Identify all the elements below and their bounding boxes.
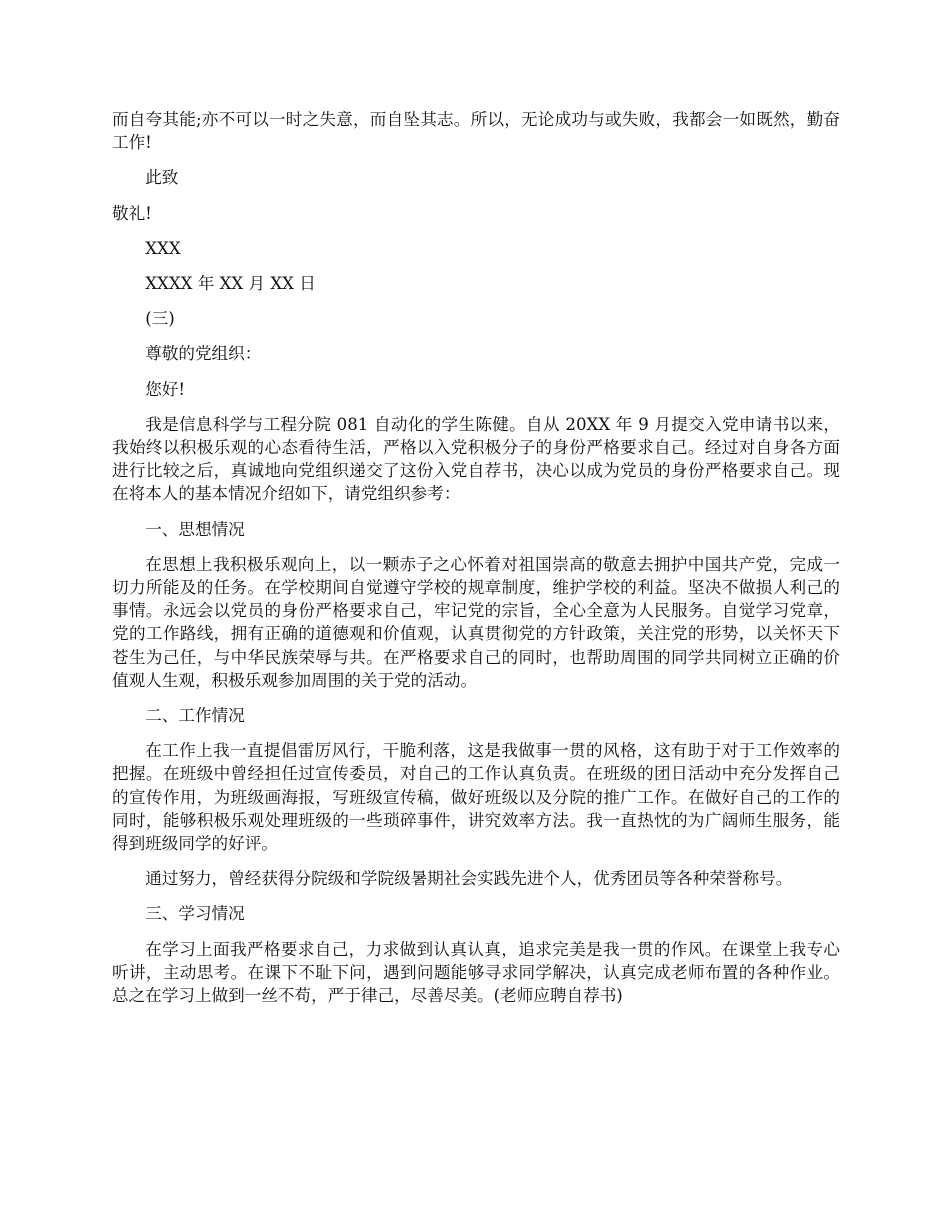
heading-thought: 一、思想情况 (145, 519, 245, 539)
signature-name: XXX (145, 238, 181, 258)
signature-date: XXXX 年 XX 月 XX 日 (145, 274, 316, 294)
closing-cizhi: 此致 (145, 168, 179, 188)
paragraph-intro: 我是信息科学与工程分院 081 自动化的学生陈健。自从 20XX 年 9 月提交入党申请书以来，我始终以积极乐观的心态看待生活，严格以入党积极分子的身份严格要求自己。经过对自身各方面进行比较之后，真诚地向党组织递交了这份入党自荐书，决心以成为党员的身份严格要求自己。现在将本人的基本情况介绍如下，请党组织参考： (112, 414, 840, 504)
salutation: 尊敬的党组织： (145, 344, 262, 364)
paragraph-work: 在工作上我一直提倡雷厉风行，干脆利落，这是我做事一贯的风格，这有助于对于工作效率的把握。在班级中曾经担任过宣传委员，对自己的工作认真负责。在班级的团日活动中充分发挥自己的宣传作用，为班级画海报，写班级宣传稿，做好班级以及分院的推广工作。在做好自己的工作的同时，能够积极乐观处理班级的一些琐碎事件，讲究效率方法。我一直热忱的为广阔师生服务，能得到班级同学的好评。 (112, 741, 840, 854)
paragraph-honor: 通过努力，曾经获得分院级和学院级暑期社会实践先进个人，优秀团员等各种荣誉称号。 (145, 869, 793, 889)
section-number-3: (三) (145, 309, 175, 329)
greeting: 您好! (145, 379, 186, 399)
heading-study: 三、学习情况 (145, 904, 245, 924)
paragraph-continuation: 而自夸其能;亦不可以一时之失意，而自坠其志。所以，无论成功与或失败，我都会一如既然，勤奋工作! (112, 110, 840, 153)
closing-jingli: 敬礼! (112, 203, 152, 223)
paragraph-thought: 在思想上我积极乐观向上，以一颗赤子之心怀着对祖国崇高的敬意去拥护中国共产党，完成一切力所能及的任务。在学校期间自觉遵守学校的规章制度，维护学校的利益。坚决不做损人利己的事情。永远会以党员的身份严格要求自己，牢记党的宗旨，全心全意为人民服务。自觉学习党章，党的工作路线，拥有正确的道德观和价值观，认真贯彻党的方针政策，关注党的形势，以关怀天下苍生为己任，与中华民族荣辱与共。在严格要求自己的同时，也帮助周围的同学共同树立正确的价值观人生观，积极乐观参加周围的关于党的活动。 (112, 554, 840, 690)
paragraph-study: 在学习上面我严格要求自己，力求做到认真认真，追求完美是我一贯的作风。在课堂上我专心听讲，主动思考。在课下不耻下问，遇到问题能够寻求同学解决，认真完成老师布置的各种作业。总之在学习上做到一丝不苟，严于律己，尽善尽美。(老师应聘自荐书) (112, 939, 840, 1006)
document-page (112, 108, 840, 1019)
heading-work: 二、工作情况 (145, 706, 245, 726)
